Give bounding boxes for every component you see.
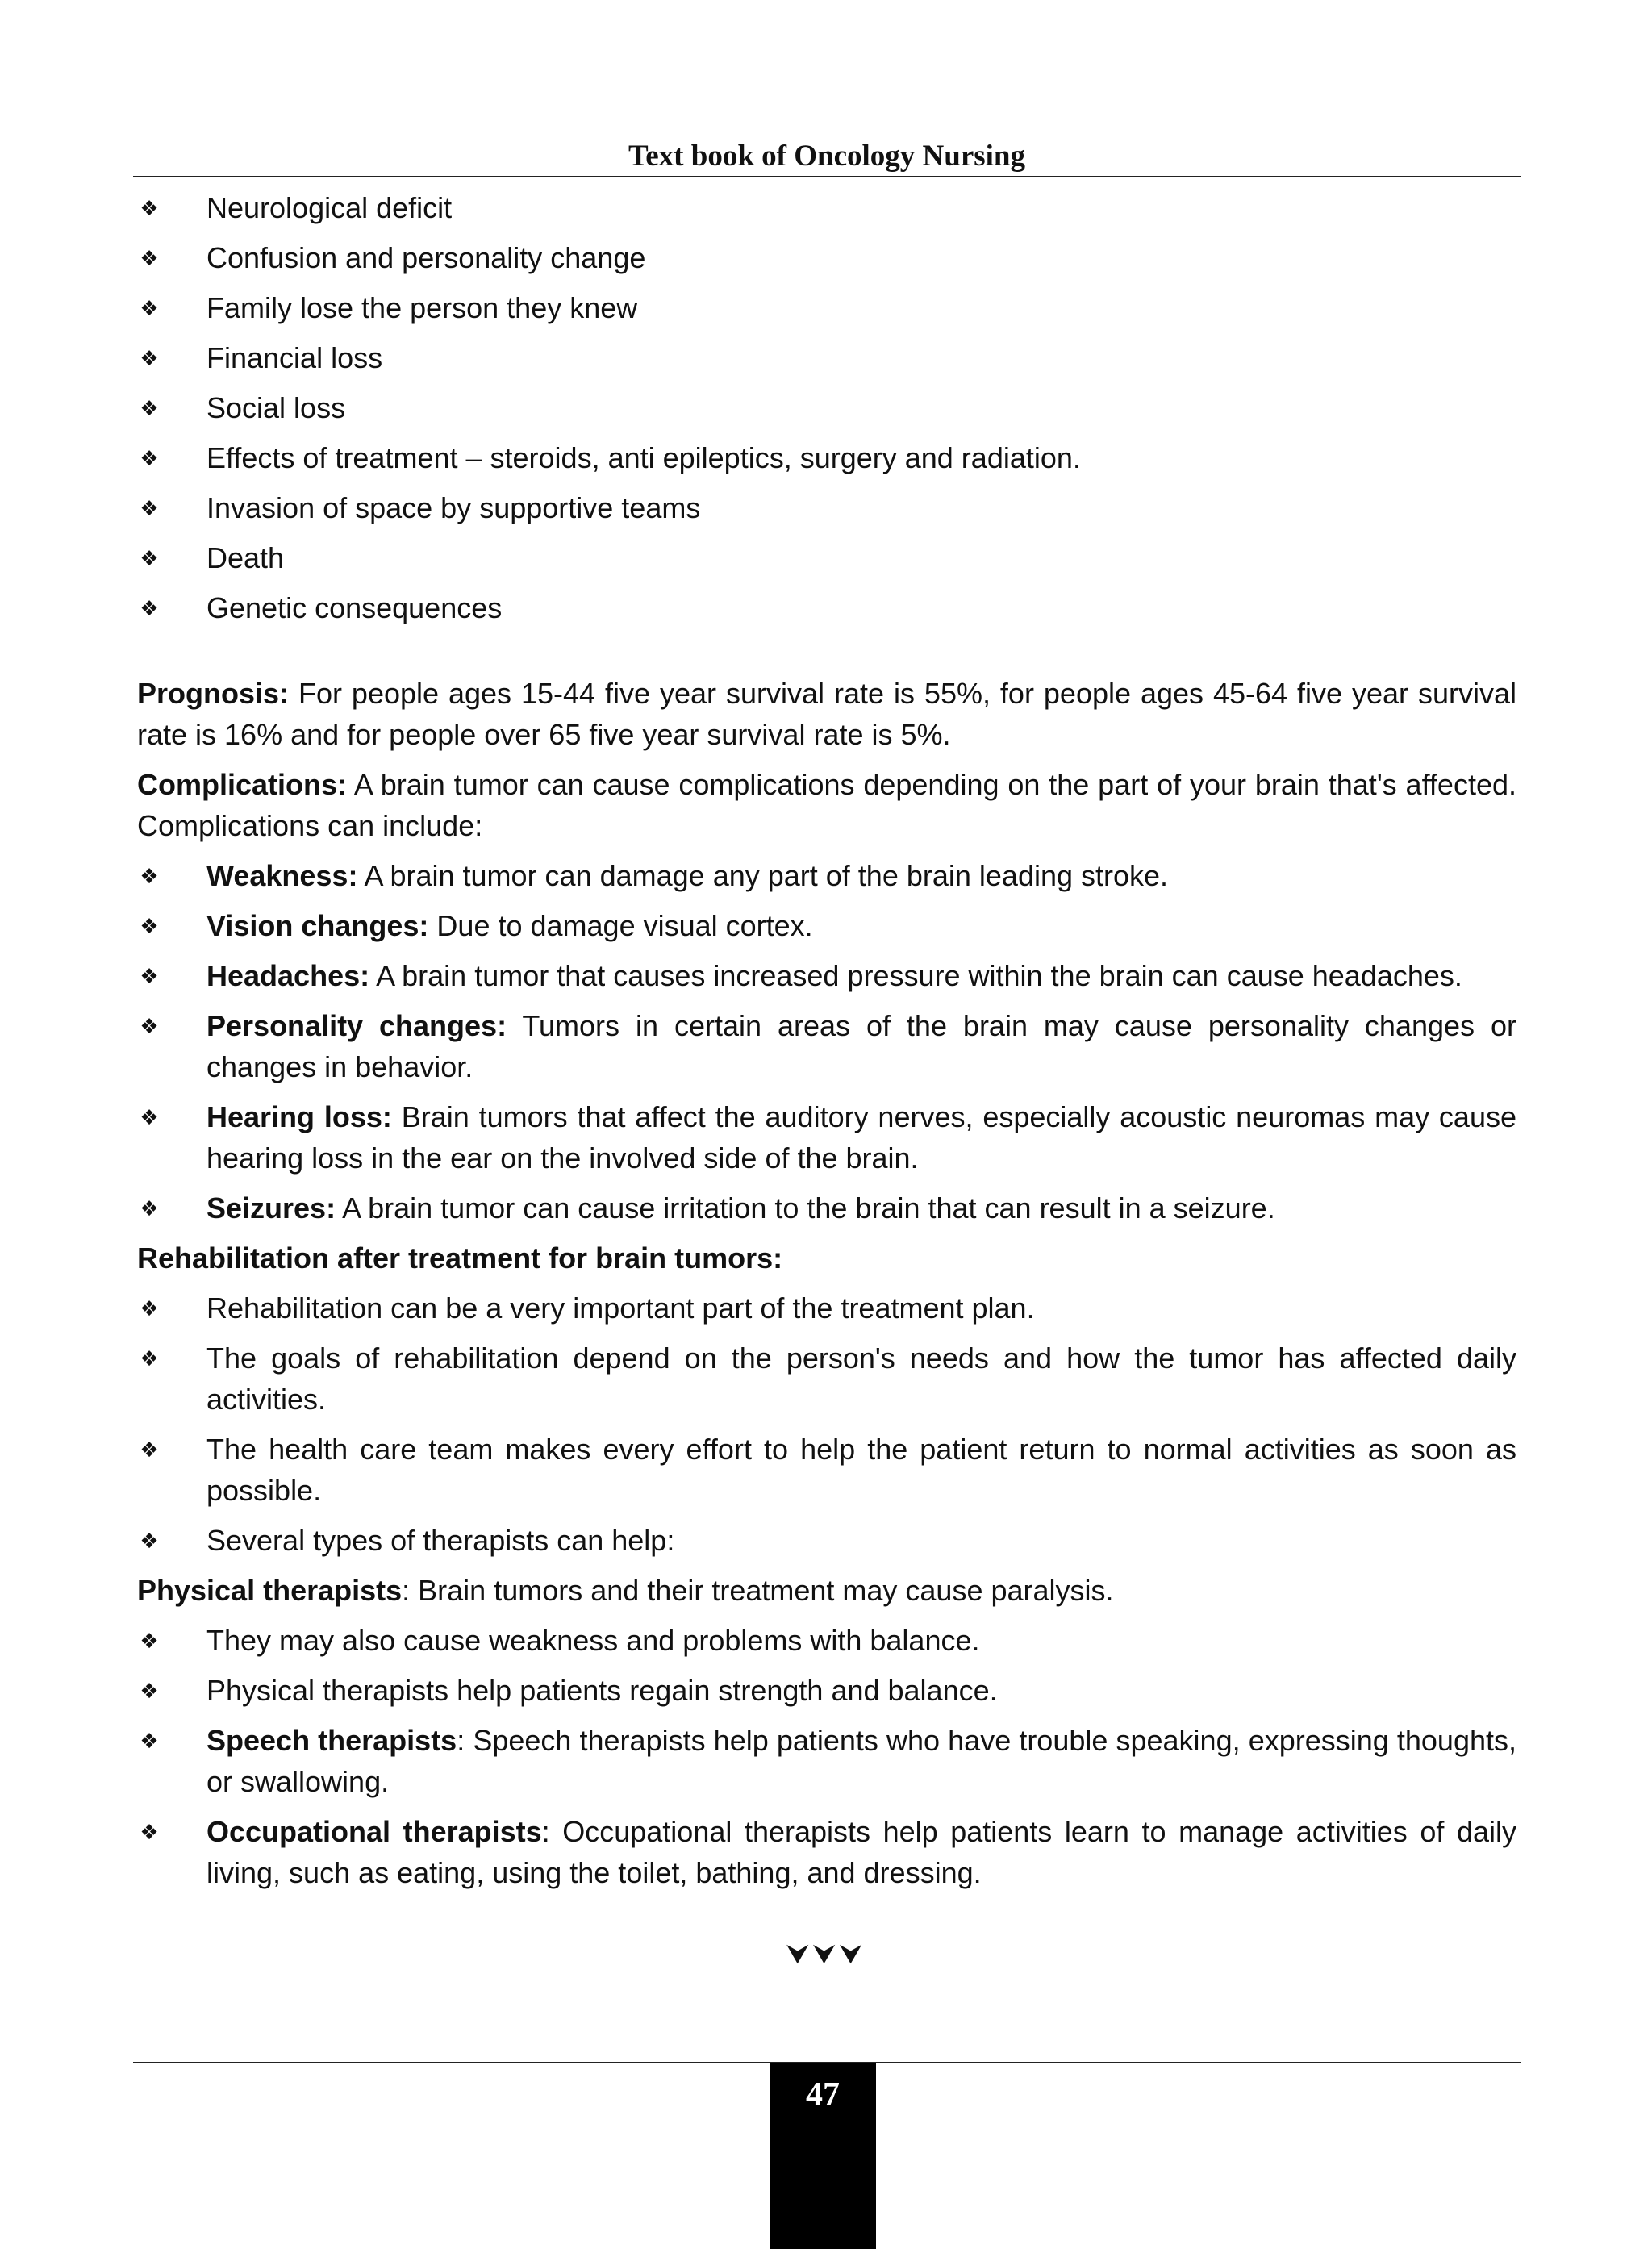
list-item: ❖ Confusion and personality change [137, 237, 1516, 278]
diamond-bullet-icon: ❖ [140, 395, 159, 420]
diamond-bullet-icon: ❖ [140, 1819, 159, 1844]
bullet-list-impacts [137, 187, 1516, 628]
bullet-list-therapists [137, 1620, 1516, 1893]
physical-therapists-text: : Brain tumors and their treatment may cause paralysis. [402, 1574, 1114, 1607]
diamond-bullet-icon: ❖ [140, 245, 159, 270]
list-item: ❖ Rehabilitation can be a very important part of the treatment plan. [137, 1287, 1516, 1329]
diamond-bullet-icon: ❖ [140, 595, 159, 620]
list-item: ❖ Family lose the person they knew [137, 287, 1516, 328]
list-item: ❖ The goals of rehabilitation depend on the person's needs and how the tumor has affected daily activities. [137, 1337, 1516, 1420]
section-end-ornament-icon: ⮟⮟⮟ [786, 1939, 866, 1970]
diamond-bullet-icon: ❖ [140, 1728, 159, 1753]
prognosis-label: Prognosis: [137, 677, 290, 710]
list-item: ❖ Speech therapists: Speech therapists help patients who have trouble speaking, expressing thoughts, or swallowing. [137, 1720, 1516, 1802]
list-item: ❖ Physical therapists help patients regain strength and balance. [137, 1670, 1516, 1711]
list-item: ❖ Seizures: A brain tumor can cause irritation to the brain that can result in a seizure. [137, 1187, 1516, 1229]
diamond-bullet-icon: ❖ [140, 345, 159, 370]
list-item: ❖ Invasion of space by supportive teams [137, 487, 1516, 528]
list-item: ❖ Personality changes: Tumors in certain areas of the brain may cause personality changes or changes in behavior. [137, 1005, 1516, 1087]
physical-therapists-paragraph [137, 1570, 1516, 1611]
book-title: Text book of Oncology Nursing [628, 140, 1026, 173]
rehabilitation-heading: Rehabilitation after treatment for brain tumors: [137, 1241, 783, 1275]
diamond-bullet-icon: ❖ [140, 445, 159, 470]
section-spacer [137, 637, 1516, 673]
complications-paragraph [137, 764, 1516, 846]
list-item: ❖ Social loss [137, 387, 1516, 428]
diamond-bullet-icon: ❖ [140, 1195, 159, 1220]
page-number-box [770, 2063, 876, 2249]
list-item: ❖ Several types of therapists can help: [137, 1520, 1516, 1561]
bullet-list-complications [137, 855, 1516, 1229]
diamond-bullet-icon: ❖ [140, 1628, 159, 1653]
list-item: ❖ The health care team makes every effort to help the patient return to normal activities as soon as possible. [137, 1429, 1516, 1511]
diamond-bullet-icon: ❖ [140, 1104, 159, 1129]
list-item: ❖ Effects of treatment – steroids, anti epileptics, surgery and radiation. [137, 437, 1516, 478]
diamond-bullet-icon: ❖ [140, 545, 159, 570]
diamond-bullet-icon: ❖ [140, 1437, 159, 1462]
prognosis-paragraph [137, 673, 1516, 755]
diamond-bullet-icon: ❖ [140, 1013, 159, 1038]
list-item: ❖ Vision changes: Due to damage visual cortex. [137, 905, 1516, 946]
complications-label: Complications: [137, 768, 348, 801]
list-item: ❖ Hearing loss: Brain tumors that affect the auditory nerves, especially acoustic neuromas may cause hearing loss in the ear on the involved side of the brain. [137, 1096, 1516, 1179]
complications-text: A brain tumor can cause complications depending on the part of your brain that's affected. Complications can include: [137, 768, 1516, 842]
physical-therapists-label: Physical therapists [137, 1574, 403, 1607]
list-item: ❖ Weakness: A brain tumor can damage any part of the brain leading stroke. [137, 855, 1516, 896]
list-item: ❖ Neurological deficit [137, 187, 1516, 228]
diamond-bullet-icon: ❖ [140, 495, 159, 520]
diamond-bullet-icon: ❖ [140, 1346, 159, 1371]
list-item: ❖ They may also cause weakness and problems with balance. [137, 1620, 1516, 1661]
diamond-bullet-icon: ❖ [140, 295, 159, 320]
page-content [137, 187, 1516, 1902]
list-item: ❖ Death [137, 537, 1516, 578]
diamond-bullet-icon: ❖ [140, 1296, 159, 1321]
prognosis-text: For people ages 15-44 five year survival rate is 55%, for people ages 45-64 five year survival rate is 16% and for people over 65 five year survival rate is 5%. [137, 677, 1516, 751]
diamond-bullet-icon: ❖ [140, 913, 159, 938]
diamond-bullet-icon: ❖ [140, 863, 159, 888]
diamond-bullet-icon: ❖ [140, 1678, 159, 1703]
list-item: ❖ Occupational therapists: Occupational therapists help patients learn to manage activities of daily living, such as eating, using the toilet, bathing, and dressing. [137, 1811, 1516, 1893]
list-item: ❖ Headaches: A brain tumor that causes increased pressure within the brain can cause headaches. [137, 955, 1516, 996]
page-number: 47 [806, 2076, 840, 2113]
list-item: ❖ Genetic consequences [137, 587, 1516, 628]
diamond-bullet-icon: ❖ [140, 963, 159, 988]
list-item: ❖ Financial loss [137, 337, 1516, 378]
bullet-list-rehabilitation [137, 1287, 1516, 1561]
page-header [133, 137, 1521, 177]
diamond-bullet-icon: ❖ [140, 1528, 159, 1553]
diamond-bullet-icon: ❖ [140, 195, 159, 220]
